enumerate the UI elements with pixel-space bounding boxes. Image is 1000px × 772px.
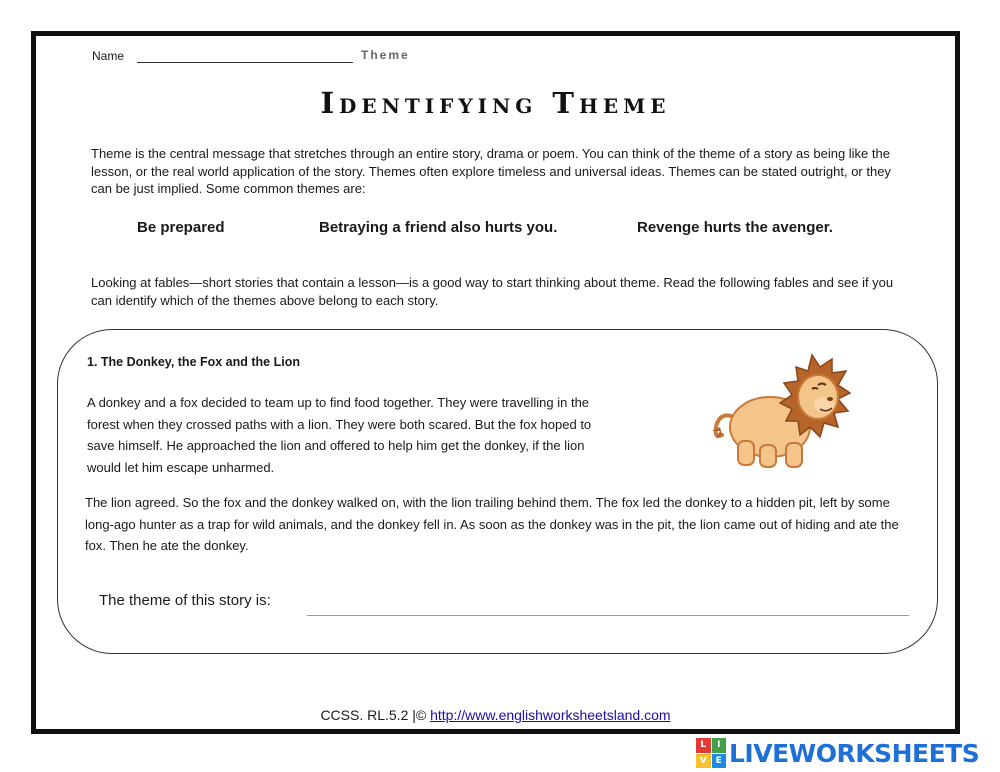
page-title: Identifying Theme <box>320 86 671 120</box>
name-label: Name <box>92 49 125 63</box>
liveworksheets-brand[interactable] <box>696 736 979 770</box>
intro-paragraph: Theme is the central message that stretches through an entire story, drama or poem. You can think of the theme of a story as being like the lesson, or the real world application of the story. Themes often explore timeless and universal ideas. Themes can be stated outright, or they can be just implied. Some common themes are: <box>91 146 891 196</box>
lion-illustration <box>708 349 853 474</box>
brand-text: LIVEWORKSHEETS <box>729 738 980 768</box>
name-field-line[interactable] <box>137 62 353 63</box>
theme-answer-field[interactable] <box>307 615 909 616</box>
logo-letter: L <box>696 738 711 753</box>
logo-letter: I <box>712 738 727 753</box>
theme-item: Betraying a friend also hurts you. <box>319 219 558 236</box>
lion-icon <box>708 349 853 474</box>
story-paragraph-1: A donkey and a fox decided to team up to find food together. They were travelling in the forest when they crossed paths with a lion. They were both scared. But the fox hoped to save himself. He approached the lion and offered to help him get the donkey, if the lion would let him escape unharmed. <box>87 395 592 476</box>
logo-letter: V <box>696 754 711 769</box>
theme-item: Revenge hurts the avenger. <box>637 219 833 236</box>
worksheet-page <box>31 31 960 734</box>
liveworksheets-logo-icon <box>696 738 726 768</box>
story-paragraph-2: The lion agreed. So the fox and the donkey walked on, with the lion trailing behind them. The fox led the donkey to a hidden pit, left by some long-ago hunter as a trap for wild animals, and the donkey fell in. As soon as the donkey was in the pit, the lion came out of hiding and ate the fox. Then he ate the donkey. <box>85 495 899 554</box>
theme-prompt-label: The theme of this story is: <box>99 592 271 609</box>
story-title: 1. The Donkey, the Fox and the Lion <box>87 355 300 369</box>
theme-item: Be prepared <box>137 219 225 236</box>
logo-letter: E <box>712 754 727 769</box>
footer <box>36 707 955 723</box>
theme-tag: Theme <box>361 48 410 62</box>
fables-intro-paragraph: Looking at fables—short stories that contain a lesson—is a good way to start thinking about theme. Read the following fables and see if you can identify which of the themes above belong to each story. <box>91 275 894 308</box>
common-themes-row <box>36 219 955 243</box>
ccss-standard: CCSS. RL.5.2 |© <box>320 707 427 723</box>
source-link[interactable]: http://www.englishworksheetsland.com <box>430 707 671 723</box>
